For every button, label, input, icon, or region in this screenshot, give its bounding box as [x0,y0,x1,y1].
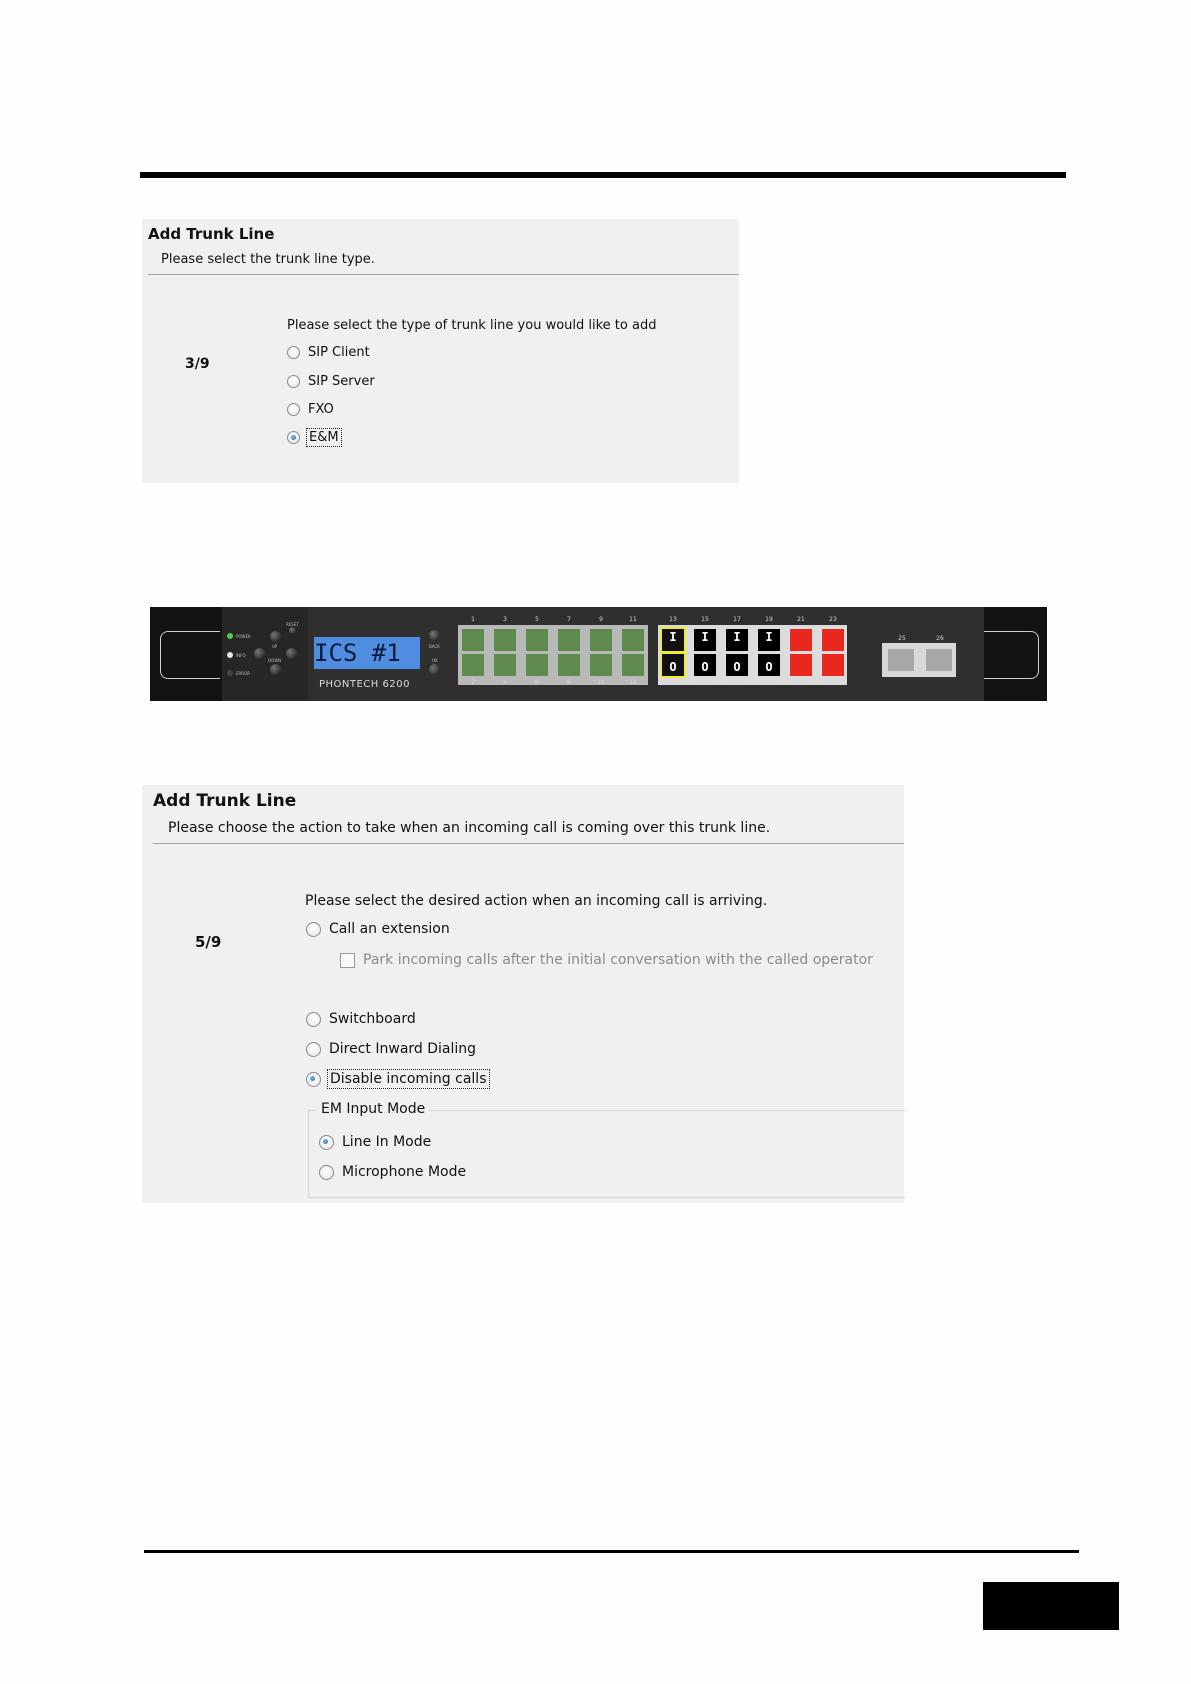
em-input-mode-group [308,1101,905,1198]
port-23-top [822,629,844,651]
radio-switchboard[interactable] [306,1011,416,1027]
add-trunk-line-action-dialog [142,785,904,1203]
checkbox-icon[interactable] [340,953,355,968]
radio-fxo[interactable] [287,402,334,417]
dialog-subtitle: Please select the trunk line type. [161,252,375,267]
info-led [227,652,233,658]
radio-label: Switchboard [329,1011,416,1027]
device-brand: PHONTECH 6200 [319,679,410,690]
port-label-top: 3 [503,616,507,623]
port-23-bottom [822,654,844,676]
info-label: INFO [236,653,246,658]
port-5-bottom [526,654,548,676]
radio-label: Line In Mode [342,1134,432,1150]
radio-microphone-mode[interactable] [319,1164,466,1180]
radio-label: FXO [308,402,334,417]
header-rule [140,172,1066,178]
port-label-bottom: 22 [797,679,805,686]
radio-label: Disable incoming calls [330,1071,487,1087]
radio-button-icon[interactable] [287,403,300,416]
ok-button[interactable] [429,664,440,675]
port-block-mixed [658,625,847,685]
port-label-top: 19 [765,616,773,623]
port-label-top: 7 [567,616,571,623]
port-13-bottom [662,654,684,676]
port-7-bottom [558,654,580,676]
port-11-bottom [622,654,644,676]
step-indicator: 3/9 [185,356,210,372]
device-front [222,607,984,701]
trunk-type-prompt: Please select the type of trunk line you would like to add [287,318,657,333]
port-label-top: 5 [535,616,539,623]
power-label: POWER [236,634,251,639]
radio-button-selected-icon[interactable] [287,431,300,444]
radio-direct-inward-dialing[interactable] [306,1041,476,1057]
ok-label: OK [432,658,438,663]
rack-ear-left [160,631,220,679]
step-indicator: 5/9 [195,933,222,951]
port-label-top: 25 [898,635,906,642]
radio-sip-client[interactable] [287,345,370,360]
port-label-bottom: 18 [733,679,741,686]
port-glyph: I [765,630,773,644]
port-glyph: I [733,630,741,644]
radio-button-icon[interactable] [306,1012,321,1027]
port-label-bottom: 16 [701,679,709,686]
port-label-bottom: 14 [669,679,677,686]
up-button[interactable] [270,631,281,642]
lcd-display: ICS #1 [314,637,420,669]
port-label-bottom: 6 [535,679,539,686]
radio-label: SIP Server [308,374,375,389]
radio-line-in-mode[interactable] [319,1134,431,1150]
up-label: UP [272,644,278,649]
port-15-bottom [694,654,716,676]
port-label-bottom: 8 [567,679,571,686]
port-label-top: 17 [733,616,741,623]
port-glyph: O [669,660,677,674]
dialog-title: Add Trunk Line [148,225,275,243]
group-label: EM Input Mode [317,1101,429,1117]
add-trunk-line-type-dialog [142,219,739,483]
port-3-bottom [494,654,516,676]
ethernet-port-25 [888,649,914,671]
phontech-device-front-panel [150,607,1047,701]
port-19-top [758,629,780,651]
port-17-top [726,629,748,651]
dialog-separator [153,843,904,844]
power-led [227,633,233,639]
port-5-top [526,629,548,651]
radio-call-extension[interactable] [306,921,450,937]
radio-label: E&M [309,430,339,445]
error-label: ERROR [236,671,251,676]
checkbox-park-incoming[interactable] [340,952,873,968]
down-label: DOWN [268,658,282,663]
radio-em[interactable] [287,430,340,445]
port-label-bottom: 20 [765,679,773,686]
port-17-bottom [726,654,748,676]
port-label-top: 26 [936,635,944,642]
right-button[interactable] [286,648,297,659]
port-label-bottom: 4 [503,679,507,686]
port-label-top: 11 [629,616,637,623]
port-15-top [694,629,716,651]
incoming-action-prompt: Please select the desired action when an incoming call is arriving. [305,893,768,909]
port-glyph: I [669,630,677,644]
back-label: BACK [429,644,440,649]
dialog-title: Add Trunk Line [153,791,297,811]
port-21-top [790,629,812,651]
back-button[interactable] [429,630,440,641]
radio-button-selected-icon[interactable] [319,1135,334,1150]
port-glyph: O [701,660,709,674]
radio-disable-incoming[interactable] [306,1071,488,1087]
port-label-bottom: 2 [471,679,475,686]
error-led [227,670,233,676]
checkbox-label: Park incoming calls after the initial conversation with the called operator [363,952,873,968]
radio-button-icon[interactable] [287,346,300,359]
rack-ear-right [979,631,1039,679]
port-13-top [662,629,684,651]
port-label-top: 15 [701,616,709,623]
port-label-top: 23 [829,616,837,623]
port-1-top [462,629,484,651]
port-label-bottom: 10 [597,679,605,686]
radio-button-icon[interactable] [319,1165,334,1180]
port-3-top [494,629,516,651]
dialog-subtitle: Please choose the action to take when an incoming call is coming over this trunk line. [168,820,771,836]
port-9-bottom [590,654,612,676]
port-glyph: O [733,660,741,674]
port-1-bottom [462,654,484,676]
radio-label: Call an extension [329,921,450,937]
radio-button-icon[interactable] [306,922,321,937]
reset-label: RESET [286,622,299,627]
ethernet-port-26 [926,649,952,671]
port-label-bottom: 12 [629,679,637,686]
port-21-bottom [790,654,812,676]
port-7-top [558,629,580,651]
port-glyph: O [765,660,773,674]
port-label-top: 9 [599,616,603,623]
port-block-green [458,625,648,685]
left-button[interactable] [254,648,265,659]
down-button[interactable] [270,664,281,675]
radio-button-icon[interactable] [306,1042,321,1057]
port-glyph: I [701,630,709,644]
port-9-top [590,629,612,651]
dialog-separator [148,274,739,275]
radio-sip-server[interactable] [287,374,375,389]
port-label-bottom: 24 [829,679,837,686]
reset-button[interactable] [289,627,296,634]
radio-label: Direct Inward Dialing [329,1041,477,1057]
radio-label: Microphone Mode [342,1164,467,1180]
port-label-top: 21 [797,616,805,623]
footer-rule [144,1550,1079,1553]
radio-label: SIP Client [308,345,370,360]
port-label-top: 13 [669,616,677,623]
control-panel [222,607,308,701]
radio-button-selected-icon[interactable] [306,1072,321,1087]
radio-button-icon[interactable] [287,375,300,388]
port-11-top [622,629,644,651]
port-19-bottom [758,654,780,676]
port-label-top: 1 [471,616,475,623]
page-number-box [983,1582,1119,1630]
